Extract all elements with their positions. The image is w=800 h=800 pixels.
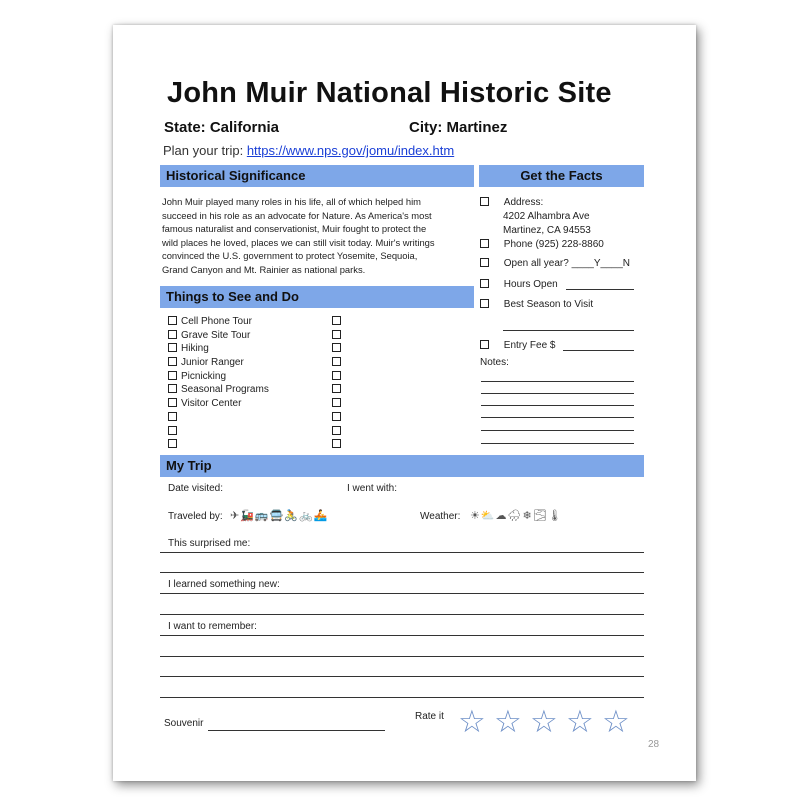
entry-fee-item [480,340,555,351]
item-checkbox[interactable] [332,398,341,407]
list-item [168,330,269,344]
surprised-label: This surprised me: [168,538,251,549]
item-checkbox[interactable] [332,426,341,435]
hours-open-checkbox[interactable] [480,279,489,288]
item-checkbox[interactable] [168,412,177,421]
best-season-label: Best Season to Visit [503,299,594,310]
weather-icons[interactable]: ☀⛅☁🌧❄🌫🌡 [470,510,563,522]
things-list-left [168,316,269,453]
hours-open-label: Hours Open [503,279,558,290]
historical-line: famous naturalist and conservationist, Muir fought to protect the [162,223,427,235]
rating-star-icon[interactable]: ☆ [458,704,486,739]
item-checkbox[interactable] [168,439,177,448]
item-checkbox[interactable] [168,330,177,339]
address-street: 4202 Alhambra Ave [503,211,590,222]
surprised-line[interactable] [160,552,644,553]
item-checkbox[interactable] [168,316,177,325]
list-item [168,371,269,385]
item-checkbox[interactable] [168,398,177,407]
remember-line[interactable] [160,635,644,636]
open-all-year-checkbox[interactable] [480,258,489,267]
traveled-by-label: Traveled by: [168,511,223,522]
notes-line[interactable] [481,430,634,431]
rating-star-icon[interactable]: ☆ [530,704,558,739]
page-number: 28 [648,739,660,750]
remember-line[interactable] [160,656,644,657]
item-label: Junior Ranger [181,357,244,369]
entry-fee-checkbox[interactable] [480,340,489,349]
remember-line[interactable] [160,676,644,677]
list-item [168,343,269,357]
learned-label: I learned something new: [168,579,280,590]
item-label: Grave Site Tour [181,329,251,341]
item-label: Hiking [181,343,209,355]
item-checkbox[interactable] [332,371,341,380]
page-title: John Muir National Historic Site [167,77,612,109]
item-checkbox[interactable] [168,426,177,435]
souvenir-line[interactable] [208,730,385,731]
item-checkbox[interactable] [168,343,177,352]
list-item [332,343,345,357]
list-item [332,439,345,453]
list-item [332,384,345,398]
historical-significance-header: Historical Significance [160,165,474,187]
notes-line[interactable] [481,443,634,444]
notes-label: Notes: [480,357,509,368]
notes-line[interactable] [481,393,634,394]
state-label: State: California [164,119,280,136]
historical-line: convinced the U.S. government to protect Yosemite, Sequoia, [162,250,418,262]
hours-open-line[interactable] [566,289,634,290]
date-visited-label: Date visited: [168,483,224,494]
my-trip-header: My Trip [160,455,644,477]
notes-line[interactable] [481,381,634,382]
list-item [332,316,345,330]
best-season-line[interactable] [503,330,634,331]
item-checkbox[interactable] [332,357,341,366]
rate-it-label: Rate it [415,711,444,722]
item-label: Picnicking [181,370,227,382]
address-city: Martinez, CA 94553 [503,225,591,236]
phone-item [480,239,604,250]
list-item [168,357,269,371]
item-checkbox[interactable] [332,439,341,448]
get-the-facts-header: Get the Facts [479,165,644,187]
entry-fee-label: Entry Fee $ [503,340,556,351]
rating-star-icon[interactable]: ☆ [602,704,630,739]
best-season-checkbox[interactable] [480,299,489,308]
best-season-item [480,299,593,310]
phone-checkbox[interactable] [480,239,489,248]
open-all-year-label: Open all year? ____Y____N [503,258,630,269]
plan-trip-link[interactable]: https://www.nps.gov/jomu/index.htm [246,143,455,158]
notes-line[interactable] [481,417,634,418]
phone-label: Phone (925) 228-8860 [503,239,604,250]
plan-trip-label: Plan your trip: [163,143,244,158]
historical-line: Grand Canyon and Mt. Rainier as national parks. [162,263,366,275]
list-item [332,371,345,385]
item-checkbox[interactable] [168,371,177,380]
address-checkbox[interactable] [480,197,489,206]
item-checkbox[interactable] [168,384,177,393]
city-label: City: Martinez [409,119,508,136]
notes-line[interactable] [481,405,634,406]
item-checkbox[interactable] [332,343,341,352]
list-item [332,357,345,371]
list-item [332,330,345,344]
learned-line[interactable] [160,614,644,615]
list-item [168,439,269,453]
remember-label: I want to remember: [168,621,257,632]
item-checkbox[interactable] [332,316,341,325]
historical-line: John Muir played many roles in his life, all of which helped him [162,196,421,207]
open-all-year-item [480,258,630,269]
transport-icons[interactable]: ✈🚂🚌🚍🚴🚲🚣 [230,510,329,522]
item-checkbox[interactable] [332,330,341,339]
list-item [332,426,345,440]
item-checkbox[interactable] [168,357,177,366]
learned-line[interactable] [160,593,644,594]
address-item [480,197,543,208]
item-label: Cell Phone Tour [181,316,252,327]
historical-paragraph [162,195,470,277]
list-item [168,384,269,398]
went-with-label: I went with: [347,483,398,494]
list-item [332,412,345,426]
hours-open-item [480,279,558,290]
address-label: Address: [503,197,544,208]
souvenir-label: Souvenir [164,718,204,729]
entry-fee-line[interactable] [563,350,634,351]
rating-star-icon[interactable]: ☆ [494,704,522,739]
item-label: Visitor Center [181,398,242,410]
list-item [168,426,269,440]
plan-trip-line [163,143,454,158]
historical-line: wild places he loved, places we can still visit today. Muir's writings [162,236,435,248]
weather-label: Weather: [420,511,461,522]
list-item [168,412,269,426]
list-item [168,316,269,330]
remember-line[interactable] [160,697,644,698]
rating-stars [458,706,638,740]
worksheet-page [113,25,696,781]
item-label: Seasonal Programs [181,384,269,396]
things-to-see-header: Things to See and Do [160,286,474,308]
item-checkbox[interactable] [332,412,341,421]
surprised-line[interactable] [160,572,644,573]
rating-star-icon[interactable]: ☆ [566,704,594,739]
list-item [168,398,269,412]
item-checkbox[interactable] [332,384,341,393]
historical-line: succeed in his role as an advocate for Nature. As America's most [162,209,432,221]
list-item [332,398,345,412]
things-list-right [332,316,345,453]
